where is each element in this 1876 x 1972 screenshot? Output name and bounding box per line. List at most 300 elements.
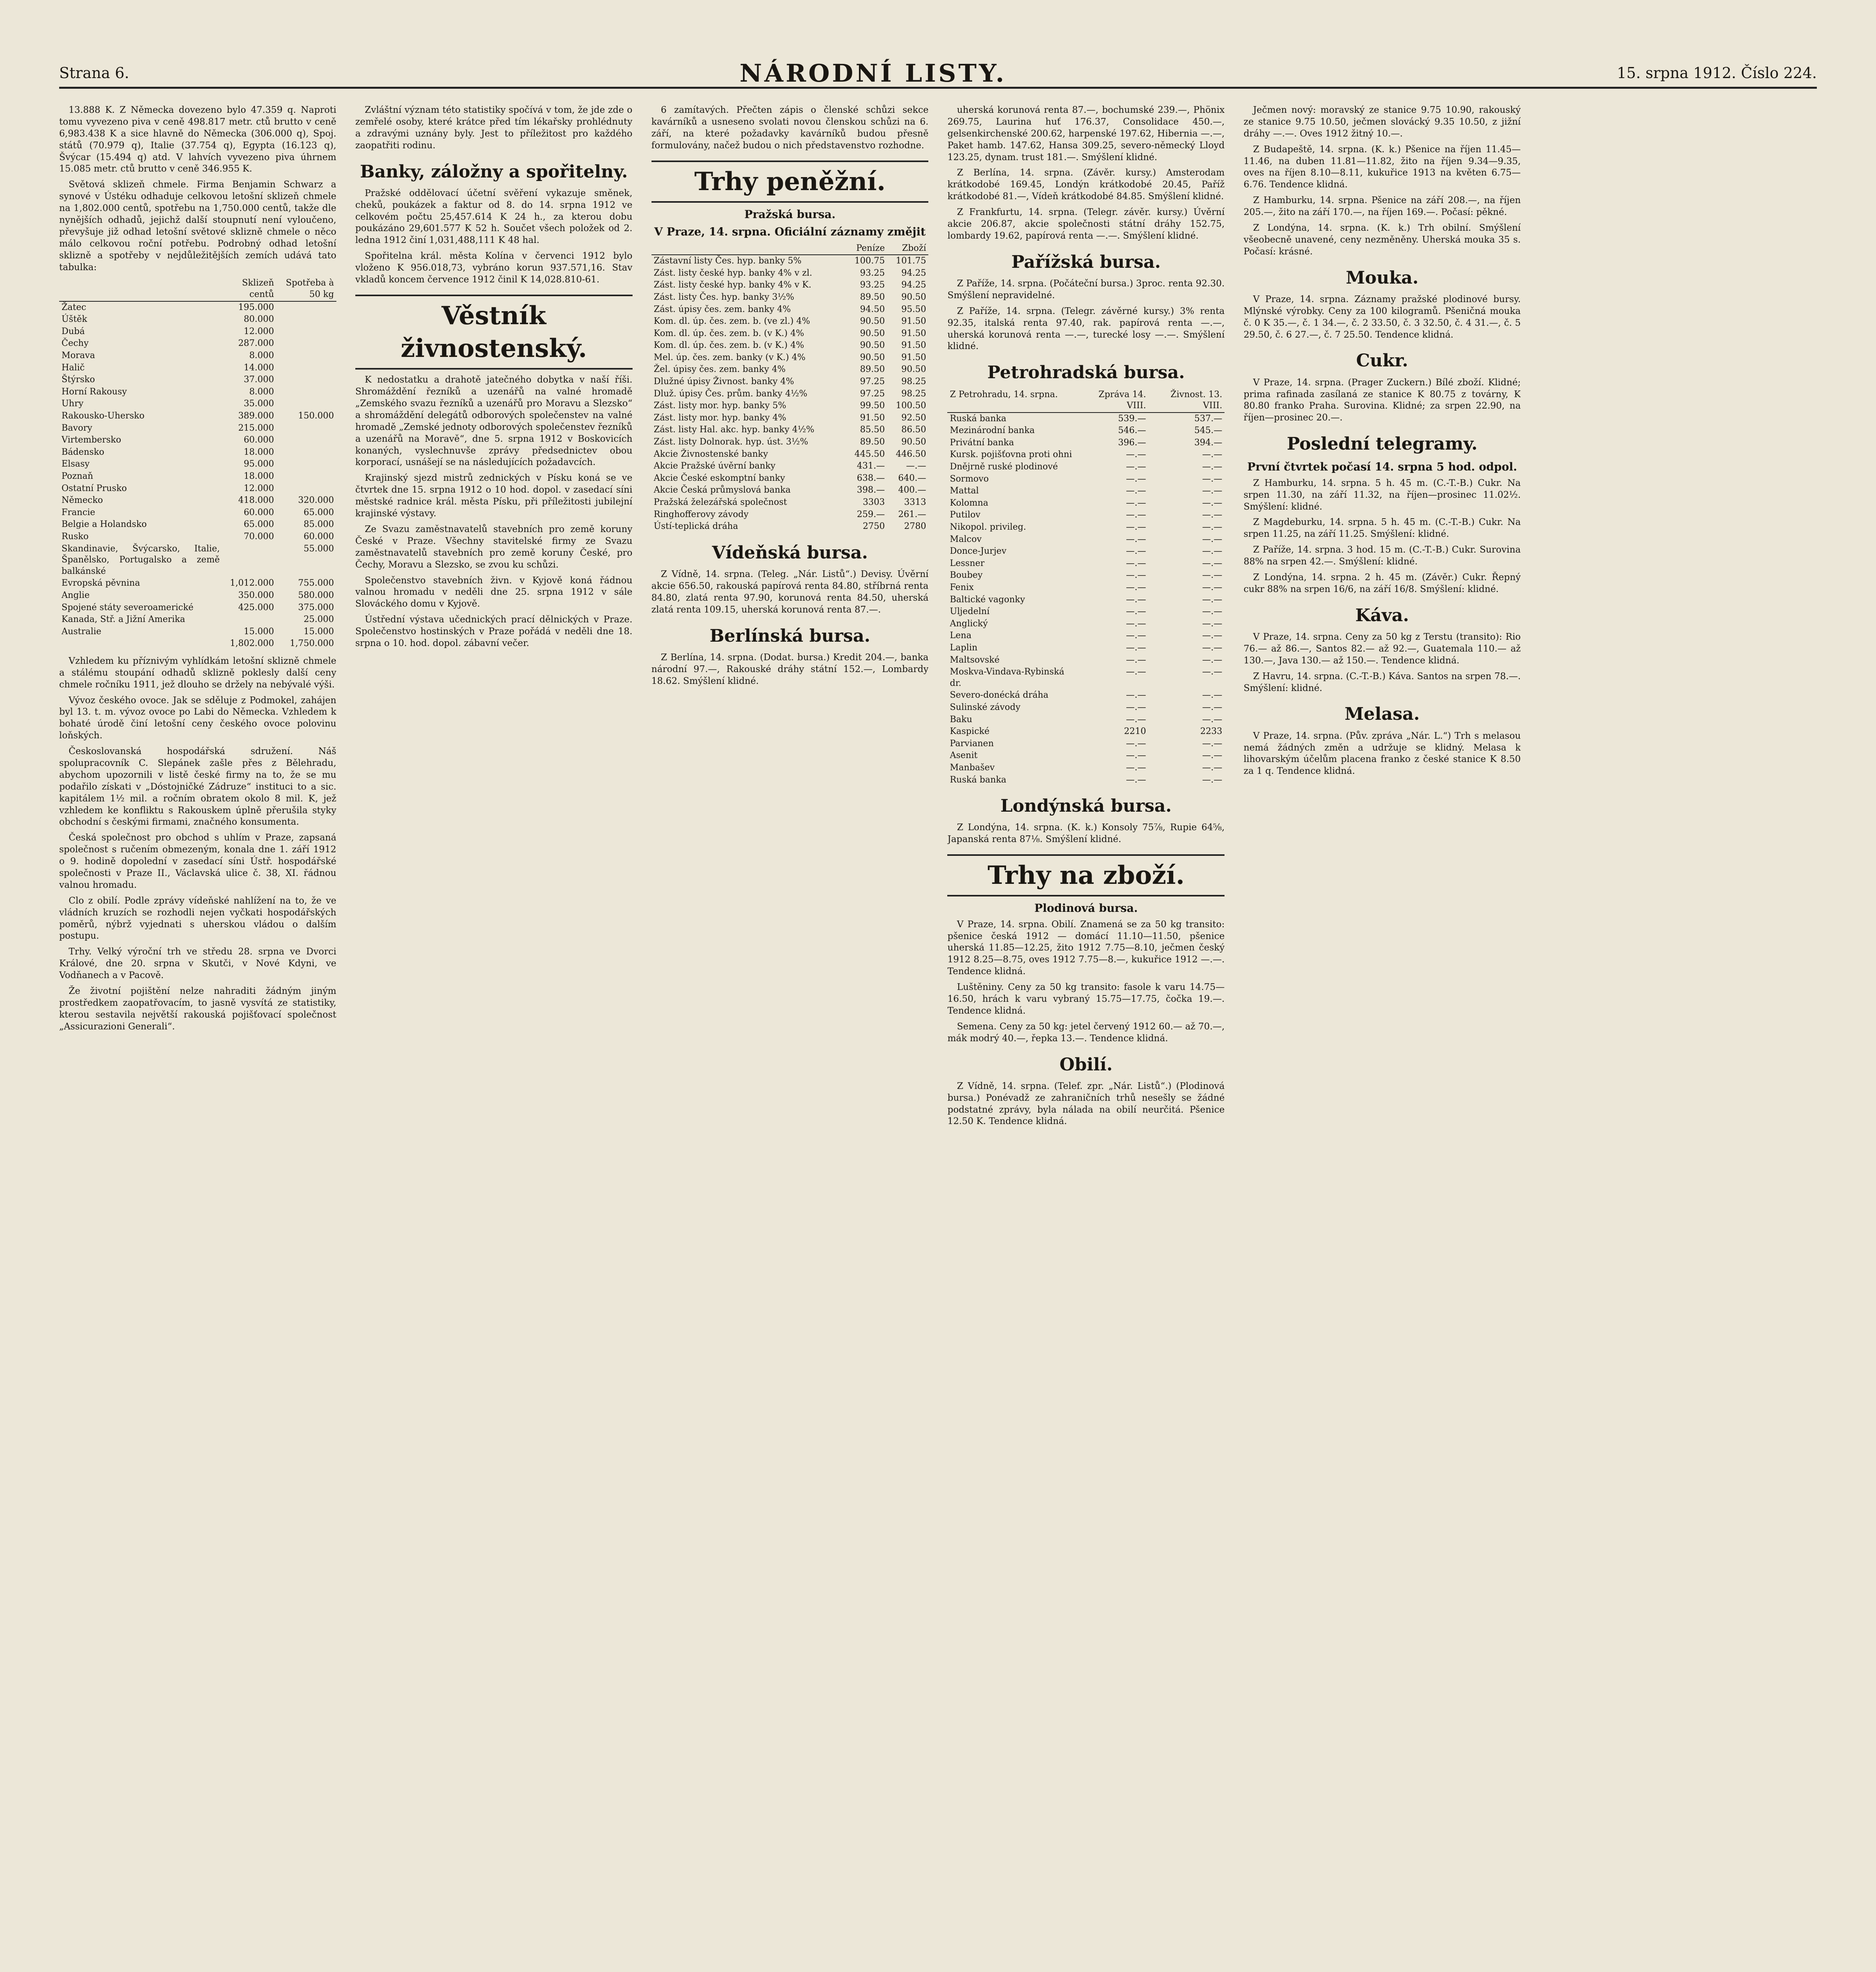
- table-row: [651, 436, 929, 448]
- table-cell: —.—: [1126, 655, 1146, 665]
- table-cell: —.—: [1202, 631, 1223, 641]
- paragraph: Z Vídně, 14. srpna. (Teleg. „Nár. Listů“.) Devisy. Úvěrní akcie 656.50, rakouská papírová renta 84.80, stříbrná renta 84.80, zlatá renta 97.90, korunová renta 84.50, uherská zlatá renta 109.15, uherská korunová renta 87.—.: [651, 569, 929, 615]
- table-header-cell: [651, 243, 846, 255]
- table-cell: Malcov: [950, 534, 982, 544]
- table-cell: [222, 543, 276, 578]
- table-cell: 90.50: [860, 340, 885, 351]
- table-row: [651, 328, 929, 340]
- table-cell: 545.—: [1194, 426, 1223, 436]
- table-cell: Uhry: [62, 399, 84, 409]
- table-cell: 755.000: [298, 578, 334, 588]
- table-row: [59, 398, 336, 410]
- table-cell: 55.000: [303, 543, 334, 554]
- section-heading: Věstník živnostenský.: [355, 295, 633, 370]
- table-row: [947, 762, 1225, 774]
- paragraph: Ze Svazu zaměstnavatelů stavebních pro země koruny České v Praze. Všechny stavitelské firmy ze Svazu zaměstnavatelů stavebních pro země koruny České, pro Čechy, Moravu a Slezsko, se zvou ku schůzi.: [355, 524, 633, 570]
- table-cell: Virtembersko: [62, 435, 121, 445]
- table-row: [947, 425, 1225, 437]
- table-cell: —.—: [1126, 522, 1146, 532]
- table-cell: —.—: [1202, 570, 1223, 581]
- paragraph: Trhy. Velký výroční trh ve středu 28. srpna ve Dvorci Králové, dne 20. srpna v Skutči, v Nové Kdyni, ve Vodňanech a v Pacově.: [59, 947, 336, 981]
- paragraph: K nedostatku a drahotě jatečného dobytka v naší říši. Shromáždění řezníků a uzenářů na valné hromadě „Zemského svazu řezníků a uzenářů pro Moravu a Slezsko“ a shromáždění delegátů odborových společenstev na valné hromadě „Zemské jednoty odborových společenstev řezníků a uzenářů na Moravě“, dne 5. srpna 1912 v Boskovicích konaných, vyslechnuvše zprávy předsednictev obou korporací, usnášejí se na následujících požadavcích.: [355, 375, 633, 468]
- paragraph: Z Berlína, 14. srpna. (Závěr. kursy.) Amsterodam krátkodobé 169.45, Londýn krátkodobé 20.45, Paříž krátkodobé 81.—, Vídeň krátkodobé 84.85. Smýšlení klidné.: [947, 168, 1225, 202]
- table-cell: 375.000: [298, 602, 334, 613]
- table-cell: —.—: [1126, 618, 1146, 629]
- table-row: [947, 485, 1225, 497]
- section-heading: Petrohradská bursa.: [987, 362, 1185, 383]
- table-cell: [222, 614, 276, 626]
- table-cell: 101.75: [896, 256, 926, 266]
- table-cell: Mattal: [950, 486, 979, 496]
- table-cell: —.—: [1126, 534, 1146, 544]
- table-cell: 15.000: [243, 626, 274, 637]
- table-cell: 94.50: [860, 304, 885, 314]
- table-cell: 98.25: [901, 388, 926, 399]
- table-cell: —.—: [1202, 762, 1223, 773]
- table-cell: 8.000: [249, 387, 274, 397]
- table-cell: Akcie Živnostenské banky: [653, 449, 768, 459]
- table-cell: Ringhofferovy závody: [653, 509, 749, 519]
- table-cell: —.—: [1126, 762, 1146, 773]
- table-cell: 99.50: [860, 401, 885, 411]
- table-cell: Parvianen: [950, 738, 994, 749]
- table-header-row: [59, 277, 336, 301]
- table-row: [59, 507, 336, 519]
- table-row: [59, 590, 336, 602]
- paragraph: Z Londýna, 14. srpna. (K. k.) Konsoly 75⅞, Rupie 64⅝, Japanská renta 87⅛. Smýšlení klidné.: [947, 822, 1225, 845]
- table-cell: Zást. úpisy čes. zem. banky 4%: [653, 304, 791, 314]
- paragraph: Z Frankfurtu, 14. srpna. (Telegr. závěr. kursy.) Úvěrní akcie 206.87, akcie společnosti státní dráhy 152.75, lombardy 19.62, papírová renta —.—. Smýšlení klidné.: [947, 207, 1225, 241]
- table-cell: —.—: [1202, 510, 1223, 520]
- section-heading: Londýnská bursa.: [1000, 796, 1172, 816]
- paragraph: Ječmen nový: moravský ze stanice 9.75 10.90, rakouský ze stanice 9.75 10.50, ječmen slovácký 9.35 10.50, z jižní dráhy —.—. Oves 1912 žitný 10.—.: [1243, 105, 1521, 139]
- table-cell: [276, 458, 336, 471]
- table-row: [651, 448, 929, 461]
- table-cell: Kom. dl. úp. čes. zem. b. (v K.) 4%: [653, 328, 804, 338]
- table-cell: 94.25: [901, 268, 926, 278]
- table-cell: —.—: [1126, 702, 1146, 712]
- table-row: [59, 301, 336, 314]
- table-cell: 580.000: [298, 590, 334, 600]
- paragraph: uherská korunová renta 87.—, bochumské 239.—, Phönix 269.75, Laurina huť 176.37, Consolidace 450.—, gelsenkirchenské 200.62, harpenské 197.62, Hibernia —.—, Paket hamb. 147.62, Hansa 309.25, severo-německý Lloyd 123.25, dynam. trust 181.—. Smýšlení klidné.: [947, 105, 1225, 162]
- table-cell: 89.50: [860, 437, 885, 447]
- table-cell: 537.—: [1194, 413, 1223, 424]
- table-row: [947, 437, 1225, 449]
- paragraph: Z Hamburku, 14. srpna. 5 h. 45 m. (C.-T.-B.) Cukr. Na srpen 11.30, na září 11.32, na říjen—prosinec 11.02½. Smýšlení: klidné.: [1243, 478, 1521, 512]
- column-2: [355, 105, 633, 1972]
- table-header-cell: Zpráva 14. VIII.: [1077, 389, 1149, 413]
- table-row: [651, 364, 929, 376]
- table-cell: 95.000: [243, 459, 274, 469]
- table-row: [947, 726, 1225, 738]
- table-cell: —.—: [1202, 775, 1223, 785]
- table-cell: Severo-donécká dráha: [950, 690, 1049, 700]
- table-cell: —.—: [1202, 486, 1223, 496]
- table-cell: Německo: [62, 495, 103, 506]
- table-cell: [276, 471, 336, 483]
- table-cell: 65.000: [303, 507, 334, 517]
- table-cell: Mel. úp. čes. zem. banky (v K.) 4%: [653, 352, 806, 362]
- table-row: [947, 689, 1225, 702]
- table-cell: Akcie Pražské úvěrní banky: [653, 461, 776, 471]
- paragraph: Z Budapeště, 14. srpna. (K. k.) Pšenice na říjen 11.45—11.46, na duben 11.81—11.82, žito na říjen 9.34—9.35, oves na říjen 8.10—8.11, kukuřice 1913 na květen 6.75—6.76. Tendence klidná.: [1243, 144, 1521, 190]
- table-cell: 92.50: [901, 413, 926, 423]
- table-cell: —.—: [1202, 714, 1223, 725]
- table-cell: Bavory: [62, 423, 92, 433]
- table-cell: —.—: [1202, 751, 1223, 761]
- section-heading: Vídeňská bursa.: [712, 542, 868, 563]
- table-cell: Rusko: [62, 531, 89, 542]
- table-row: [651, 424, 929, 436]
- table-row: [651, 400, 929, 412]
- table-row: [947, 509, 1225, 521]
- section-heading: Poslední telegramy.: [1287, 434, 1478, 454]
- table-row: [59, 519, 336, 531]
- table-cell: 91.50: [860, 413, 885, 423]
- table-cell: —.—: [1126, 594, 1146, 605]
- table-cell: Ruská banka: [950, 413, 1006, 424]
- table-cell: 425.000: [238, 602, 274, 613]
- table-cell: —.—: [1126, 498, 1146, 508]
- table-cell: Elsasy: [62, 459, 90, 469]
- table-cell: 546.—: [1118, 426, 1146, 436]
- table-header-cell: Peníze: [846, 243, 887, 255]
- table-row: [59, 495, 336, 507]
- table-row: [947, 497, 1225, 510]
- table-cell: 259.—: [857, 509, 885, 519]
- table-cell: Zást. listy Čes. hyp. banky 3½%: [653, 292, 794, 302]
- table-row: [59, 338, 336, 350]
- table-row: [59, 362, 336, 374]
- table-cell: [59, 638, 222, 650]
- page-number: Strana 6.: [59, 64, 129, 82]
- table-cell: Kolomna: [950, 498, 989, 508]
- table-cell: —.—: [1126, 667, 1146, 677]
- table-cell: Zást. listy Dolnorak. hyp. úst. 3½%: [653, 437, 808, 447]
- table-header-cell: [59, 277, 222, 301]
- paragraph: Z Paříže, 14. srpna. (Telegr. závěrné kursy.) 3% renta 92.35, italská renta 97.40, rak. papírová renta —.—, uherská korunová renta —.—, turecké losy —.—. Smýšlení klidné.: [947, 306, 1225, 352]
- table-cell: —.—: [1202, 618, 1223, 629]
- table-row: [947, 473, 1225, 486]
- table-cell: —.—: [1202, 702, 1223, 712]
- table-cell: 94.25: [901, 280, 926, 290]
- paragraph: V Praze, 14. srpna. Obilí. Znamená se za 50 kg transito: pšenice česká 1912 — domácí 11.10—11.50, pšenice uherská 11.85—12.25, žito 1912 7.75—8.10, ječmen český 1912 8.25—8.75, oves 1912 7.75—8.—, kukuřice 1912 —.—. Tendence klidná.: [947, 919, 1225, 977]
- table-row: [947, 521, 1225, 534]
- table-cell: 90.50: [860, 352, 885, 362]
- table-cell: Anglický: [950, 618, 988, 629]
- table-row: [59, 422, 336, 435]
- table-cell: —.—: [1126, 775, 1146, 785]
- table-cell: Rakousko-Uhersko: [62, 411, 145, 421]
- subheading: První čtvrtek počasí 14. srpna 5 hod. odpol.: [1247, 460, 1517, 474]
- table-cell: —.—: [1126, 642, 1146, 653]
- paragraph: V Praze, 14. srpna. (Pův. zpráva „Nár. L.“) Trh s melasou nemá žádných změn a udržuje se klidný. Melasa k lihovarským účelům placena franko z české stanice K 8.50 za 1 q. Tendence klidná.: [1243, 730, 1521, 777]
- table-cell: Kom. dl. úp. čes. zem. b. (ve zl.) 4%: [653, 316, 810, 327]
- table-cell: Žel. úpisy čes. zem. banky 4%: [653, 364, 786, 375]
- paragraph: Ústřední výstava učednických prací dělnických v Praze. Společenstvo hostinských v Praze pořádá v neděli dne 18. srpna o 10. hod. dopol. zábavní večer.: [355, 614, 633, 648]
- table-cell: —.—: [1202, 594, 1223, 605]
- table-cell: Zást. listy mor. hyp. banky 4%: [653, 413, 786, 423]
- table-cell: Lessner: [950, 558, 985, 568]
- table-cell: [276, 301, 336, 314]
- table-cell: Laplin: [950, 642, 978, 653]
- table-cell: Pražská železářská společnost: [653, 497, 787, 507]
- table-row: [651, 255, 929, 267]
- table-cell: 90.50: [901, 437, 926, 447]
- table-cell: Anglie: [62, 590, 90, 600]
- table-cell: 389.000: [238, 411, 274, 421]
- table-cell: 91.50: [901, 352, 926, 362]
- table-cell: 93.25: [860, 268, 885, 278]
- table-cell: 91.50: [901, 340, 926, 351]
- table-cell: 89.50: [860, 364, 885, 375]
- table-cell: Dubá: [62, 326, 85, 336]
- section-heading: Káva.: [1355, 605, 1409, 626]
- table-row: [651, 352, 929, 364]
- subheading: Pražská bursa.: [744, 207, 836, 221]
- table-row: [651, 460, 929, 472]
- table-cell: Zást. listy mor. hyp. banky 5%: [653, 401, 786, 411]
- table-cell: Akcie České eskomptní banky: [653, 473, 785, 483]
- table-cell: [276, 422, 336, 435]
- table-cell: Australie: [62, 626, 101, 637]
- table-row: [947, 630, 1225, 642]
- table-row: [59, 374, 336, 386]
- table-row: [651, 472, 929, 485]
- table-cell: 2210: [1124, 726, 1146, 737]
- table-row: [651, 267, 929, 280]
- table-cell: 70.000: [243, 531, 274, 542]
- table-cell: —.—: [1202, 607, 1223, 617]
- paragraph: Z Vídně, 14. srpna. (Telef. zpr. „Nár. Listů“.) (Plodinová bursa.) Ponévadž ze zahraničních trhů nesešly se žádné podstatné zprávy, byla nálada na obilí neurčitá. Pšenice 12.50 K. Tendence klidná.: [947, 1081, 1225, 1127]
- table-row: [651, 316, 929, 328]
- section-heading: Obilí.: [1059, 1054, 1113, 1075]
- table-row: [651, 497, 929, 509]
- table-header-cell: Sklizeň centů: [222, 277, 276, 301]
- table-cell: 2233: [1200, 726, 1223, 737]
- table-cell: Bádensko: [62, 447, 105, 457]
- table-cell: 37.000: [243, 375, 274, 385]
- column-5: [1243, 105, 1521, 1972]
- table-cell: —.—: [1202, 667, 1223, 677]
- newspaper-title: NÁRODNÍ LISTY.: [739, 58, 1007, 88]
- table-cell: 445.50: [854, 449, 885, 459]
- table-cell: [276, 314, 336, 326]
- table-cell: —.—: [1202, 474, 1223, 484]
- paragraph: Českoslovanská hospodářská sdružení. Náš spolupracovník C. Slepánek zašle přes z Bělehradu, abychom upozornili v listě české firmy na to, že se mu podařilo získati v „Dóstojničké Zádruze“ instituci to a sic. kapitálem 1½ mil. a ročním obratem okolo 8 mil. K, jež vzhledem ke konfliktu s Rakouskem úplně přerušila styky obchodní s českými firmami, značného konsumenta.: [59, 746, 336, 827]
- table-cell: Baltické vagonky: [950, 594, 1025, 605]
- table-cell: 1,802.000: [230, 639, 274, 649]
- table-cell: Ústí-teplická dráha: [653, 521, 738, 532]
- table-cell: Morava: [62, 351, 95, 361]
- table-cell: 396.—: [1118, 437, 1146, 448]
- table-cell: 261.—: [898, 509, 926, 519]
- table-cell: —.—: [1202, 534, 1223, 544]
- table-row: [59, 543, 336, 578]
- table-cell: 90.50: [860, 316, 885, 327]
- table-row: [651, 279, 929, 291]
- table-cell: 35.000: [243, 399, 274, 409]
- table-cell: 1,012.000: [230, 578, 274, 588]
- table-cell: —.—: [1126, 546, 1146, 556]
- footnote: Že životní pojištění nelze nahraditi žádným jiným prostředkem zaopatřovacím, to jasně vysvítá ze statistiky, kterou sestavila největší rakouská pojišťovací společnost „Assicurazioni Generali“.: [59, 986, 336, 1032]
- table-cell: Kanada, Stř. a Jižní Amerika: [62, 614, 185, 625]
- column-3: [651, 105, 929, 1972]
- table-cell: 398.—: [857, 485, 885, 495]
- table-cell: 18.000: [243, 471, 274, 481]
- issue-date: 15. srpna 1912. Číslo 224.: [1617, 64, 1817, 82]
- table-row: [651, 412, 929, 424]
- table-row: [59, 483, 336, 495]
- table-header-row: [947, 389, 1225, 413]
- column-1: [59, 105, 336, 1972]
- table-cell: 418.000: [238, 495, 274, 506]
- table-cell: —.—: [1126, 714, 1146, 725]
- table-row: [651, 291, 929, 304]
- table-cell: —.—: [1202, 462, 1223, 472]
- table-cell: —.—: [1202, 642, 1223, 653]
- table-cell: 98.25: [901, 377, 926, 387]
- table-cell: 91.50: [901, 328, 926, 338]
- table-cell: 85.000: [303, 519, 334, 530]
- table-row: [947, 642, 1225, 654]
- paragraph: Z Paříže, 14. srpna. 3 hod. 15 m. (C.-T.-B.) Cukr. Surovina 88% na srpen 42.—. Smýšlení: klidné.: [1243, 545, 1521, 567]
- table-cell: 8.000: [249, 351, 274, 361]
- paragraph: Pražské oddělovací účetní svěření vykazuje směnek, cheků, poukázek a faktur od 8. do 14. srpna 1912 ve celkovém počtu 25,457.614 K 24 h., za kterou dobu poukázáno 29,601.577 K 52 h. Součet všech položek od 2. ledna 1912 činí 1,031,488,111 K 48 hal.: [355, 188, 633, 246]
- table-cell: 150.000: [298, 411, 334, 421]
- table-cell: Kursk. pojišťovna proti ohni: [950, 450, 1072, 460]
- table-cell: 195.000: [238, 302, 274, 312]
- table-cell: —.—: [1126, 751, 1146, 761]
- table-cell: 14.000: [243, 362, 274, 373]
- table-cell: —.—: [1126, 474, 1146, 484]
- table-row: [947, 449, 1225, 461]
- table-cell: —.—: [1126, 462, 1146, 472]
- table-cell: —.—: [1126, 558, 1146, 568]
- table-cell: Čechy: [62, 338, 89, 349]
- table-cell: —.—: [1202, 655, 1223, 665]
- table-cell: 640.—: [898, 473, 926, 483]
- table-cell: 15.000: [303, 626, 334, 637]
- table-cell: —.—: [1202, 498, 1223, 508]
- table-cell: [276, 434, 336, 446]
- table-cell: —.—: [1126, 570, 1146, 581]
- subheading: V Praze, 14. srpna. Oficiální záznamy změjit: [654, 225, 926, 239]
- table-cell: 1,750.000: [289, 639, 334, 649]
- table-row: [651, 340, 929, 352]
- table-row: [947, 618, 1225, 630]
- table-cell: —.—: [1126, 631, 1146, 641]
- section-heading: Cukr.: [1356, 351, 1408, 371]
- table-cell: Belgie a Holandsko: [62, 519, 147, 530]
- table-cell: [276, 386, 336, 398]
- table-cell: —.—: [1202, 558, 1223, 568]
- table-cell: 60.000: [243, 507, 274, 517]
- table-cell: Fenix: [950, 583, 974, 593]
- table-cell: Žatec: [62, 302, 86, 312]
- table-cell: 90.50: [901, 292, 926, 302]
- table-cell: Baku: [950, 714, 973, 725]
- table-cell: —.—: [1126, 486, 1146, 496]
- table-header-cell: Spotřeba à 50 kg: [276, 277, 336, 301]
- table-cell: —.—: [1202, 450, 1223, 460]
- table-cell: —.—: [1126, 738, 1146, 749]
- table-cell: 25.000: [303, 614, 334, 625]
- table-header-cell: Z Petrohradu, 14. srpna.: [947, 389, 1076, 413]
- table-cell: Dluž. úpisy Čes. prům. banky 4½%: [653, 388, 808, 399]
- table-cell: 18.000: [243, 447, 274, 457]
- paragraph: Luštěniny. Ceny za 50 kg transito: fasole k varu 14.75—16.50, hrách k varu vybraný 15.75—17.75, čočka 19.—. Tendence klidná.: [947, 982, 1225, 1016]
- section-heading: Trhy na zboží.: [947, 854, 1225, 896]
- table-cell: Zást. listy české hyp. banky 4% v zl.: [653, 268, 812, 278]
- table-cell: 215.000: [238, 423, 274, 433]
- table-cell: Skandinavie, Švýcarsko, Italie, Španělsko, Portugalsko a země balkánské: [62, 543, 220, 576]
- table-cell: Sormovo: [950, 474, 989, 484]
- table-row: [59, 614, 336, 626]
- table-cell: 65.000: [243, 519, 274, 530]
- table-row: [651, 509, 929, 521]
- table-cell: 60.000: [243, 435, 274, 445]
- table-cell: Lena: [950, 631, 972, 641]
- table-cell: 2750: [862, 521, 885, 532]
- table-cell: 93.25: [860, 280, 885, 290]
- paragraph: V Praze, 14. srpna. Záznamy pražské plodinové bursy. Mlýnské výrobky. Ceny za 100 kilogramů. Pšeničná mouka č. 0 K 35.—, č. 1 34.—, č. 2 33.50, č. 3 32.50, č. 4 31.—, č. 5 29.50, č. 6 27.—, č. 7 25.50. Tendence klidná.: [1243, 294, 1521, 340]
- table-cell: Dnějrně ruské plodinové: [950, 462, 1058, 472]
- section-heading: Pařížská bursa.: [1011, 252, 1161, 272]
- table-cell: Kaspické: [950, 726, 990, 737]
- table-cell: [276, 326, 336, 338]
- table-cell: 446.50: [896, 449, 926, 459]
- table-row: [59, 434, 336, 446]
- hop-harvest-table: [59, 277, 336, 650]
- table-cell: Horní Rakousy: [62, 387, 127, 397]
- table-cell: 90.50: [860, 328, 885, 338]
- section-heading: Melasa.: [1344, 704, 1420, 725]
- table-cell: Štýrsko: [62, 375, 95, 385]
- columns: [59, 105, 1817, 1972]
- table-cell: [276, 350, 336, 362]
- table-row: [947, 750, 1225, 762]
- table-header-row: [651, 243, 929, 255]
- table-row: [947, 666, 1225, 689]
- paragraph: Česká společnost pro obchod s uhlím v Praze, zapsaná společnost s ručením obmezeným, konala dne 1. září 1912 o 9. hodině dopolední v zasedací síni Ústř. hospodářské společnosti v Praze II., Václavská ulice č. 38, XI. řádnou valnou hromadu.: [59, 833, 336, 890]
- section-heading: Banky, záložny a spořitelny.: [360, 161, 628, 182]
- table-cell: —.—: [1126, 607, 1146, 617]
- table-cell: Asenit: [950, 751, 978, 761]
- table-cell: 89.50: [860, 292, 885, 302]
- section-heading: Berlínská bursa.: [709, 626, 870, 646]
- paragraph: Z Londýna, 14. srpna. 2 h. 45 m. (Závěr.) Cukr. Řepný cukr 88% na srpen 16/6, na září 16/8. Smýšlení: klidné.: [1243, 572, 1521, 594]
- table-row: [59, 314, 336, 326]
- table-cell: 85.50: [860, 425, 885, 435]
- table-cell: Manbašev: [950, 762, 995, 773]
- table-cell: [276, 446, 336, 459]
- table-row: [947, 582, 1225, 594]
- table-cell: 3303: [862, 497, 885, 507]
- table-cell: Francie: [62, 507, 95, 517]
- table-row: [947, 413, 1225, 425]
- table-cell: Uljedelní: [950, 607, 990, 617]
- paragraph: Vývoz českého ovoce. Jak se sděluje z Podmokel, zahájen byl 13. t. m. vývoz ovoce po Labi do Německa. Vzhledem k bohaté úrodě činí letošní ceny českého ovoce polovinu loňských.: [59, 695, 336, 741]
- table-cell: 97.25: [860, 377, 885, 387]
- page-header: [59, 59, 1817, 89]
- paragraph: 13.888 K. Z Německa dovezeno bylo 47.359 q. Naproti tomu vyvezeno piva v ceně 498.817 metr. ctů brutto v ceně 6,983.438 K a sice hlavně do Německa (306.000 q), Spoj. států (70.979 q), Italie (37.754 q), Egypta (16.123 q), Švýcar (15.494 q) atd. V lahvích vyvezeno piva úhrnem 15.085 metr. ctů brutto v ceně 346.955 K.: [59, 105, 336, 174]
- table-row: [947, 570, 1225, 582]
- table-cell: 394.—: [1194, 437, 1223, 448]
- table-cell: Halič: [62, 362, 85, 373]
- table-cell: 12.000: [243, 326, 274, 336]
- table-cell: 3313: [904, 497, 926, 507]
